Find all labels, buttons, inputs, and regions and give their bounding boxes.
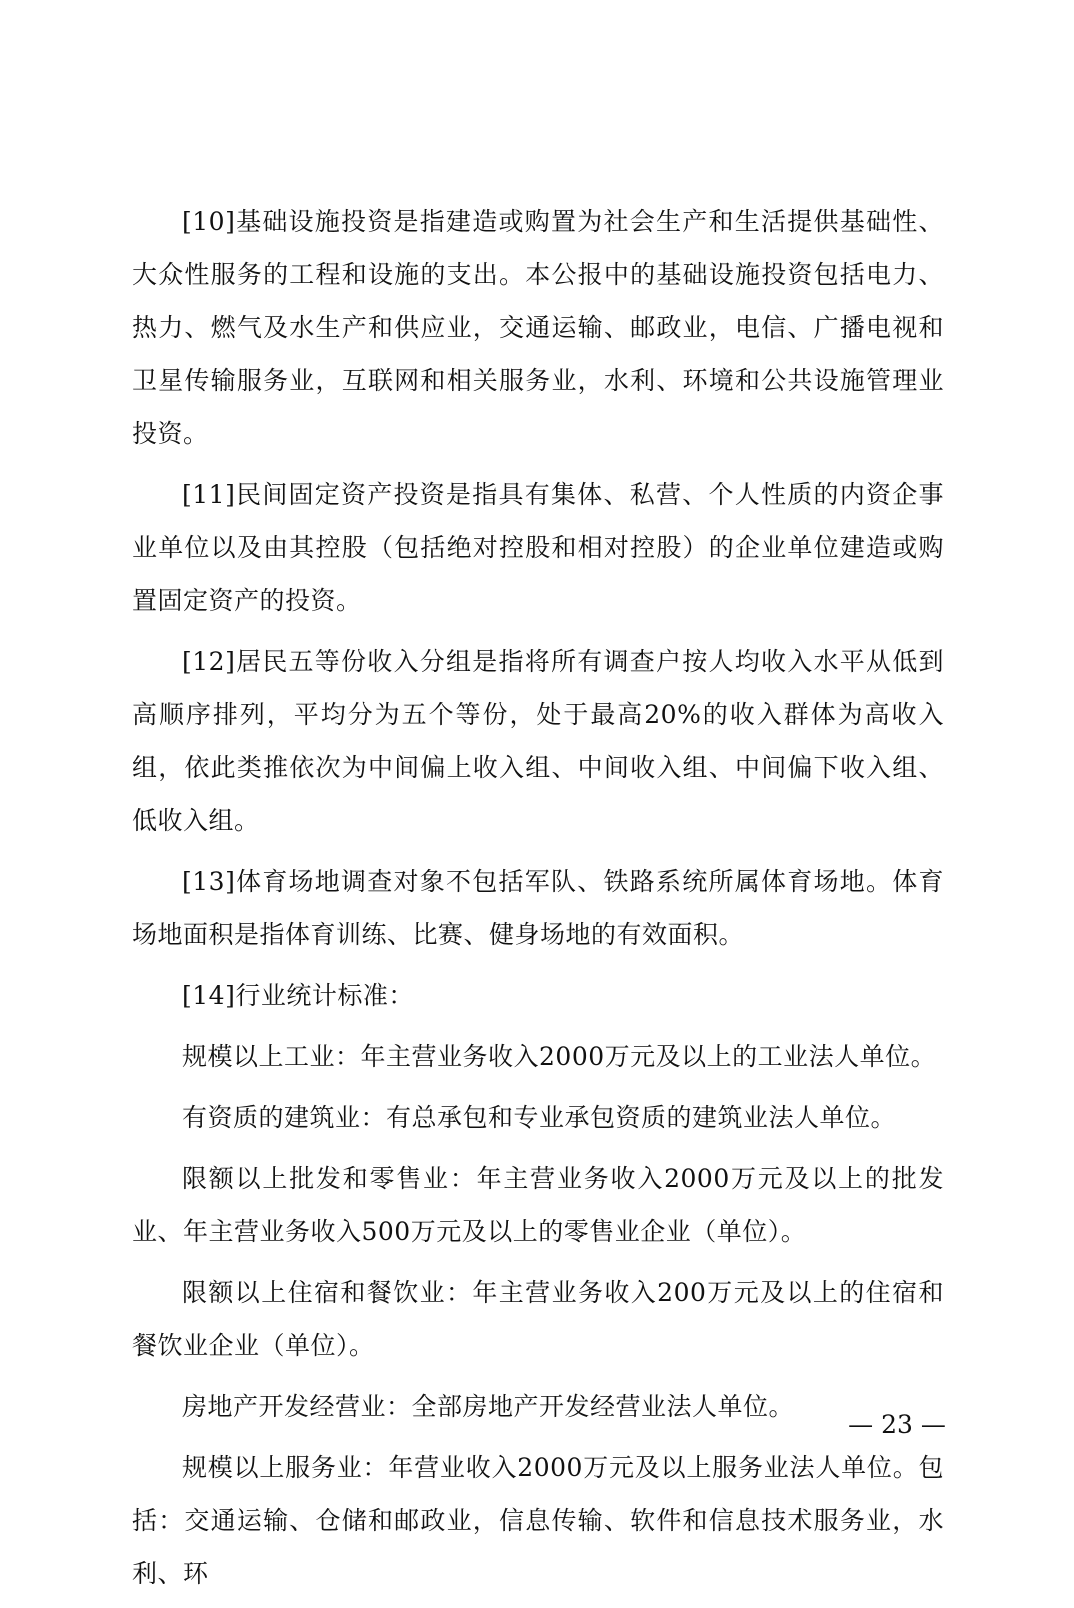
note-12-income-quintile-groups: [12]居民五等份收入分组是指将所有调查户按人均收入水平从低到高顺序排列，平均分为五个等份，处于最高20%的收入群体为高收入组，依此类推依次为中间偏上收入组、中间收入组、中间偏下收入组、低收入组。 — [132, 647, 944, 835]
standard-accommodation-catering-above-quota: 限额以上住宿和餐饮业：年主营业务收入200万元及以上的住宿和餐饮业企业（单位）。 — [132, 1278, 944, 1360]
document-body — [132, 195, 944, 1608]
standard-services-above-scale: 规模以上服务业：年营业收入2000万元及以上服务业法人单位。包括：交通运输、仓储和邮政业，信息传输、软件和信息技术服务业，水利、环 — [132, 1453, 944, 1588]
note-14-industry-statistical-standards: [14]行业统计标准： — [182, 981, 414, 1010]
standard-wholesale-retail-above-quota: 限额以上批发和零售业：年主营业务收入2000万元及以上的批发业、年主营业务收入500万元及以上的零售业企业（单位）。 — [132, 1164, 944, 1246]
note-10-infrastructure-investment: [10]基础设施投资是指建造或购置为社会生产和生活提供基础性、大众性服务的工程和设施的支出。本公报中的基础设施投资包括电力、热力、燃气及水生产和供应业，交通运输、邮政业，电信、广播电视和卫星传输服务业，互联网和相关服务业，水利、环境和公共设施管理业投资。 — [132, 207, 944, 448]
standard-real-estate-development: 房地产开发经营业：全部房地产开发经营业法人单位。 — [182, 1392, 795, 1421]
note-13-sports-venue-survey: [13]体育场地调查对象不包括军队、铁路系统所属体育场地。体育场地面积是指体育训练、比赛、健身场地的有效面积。 — [132, 867, 944, 949]
note-11-private-fixed-asset-investment: [11]民间固定资产投资是指具有集体、私营、个人性质的内资企事业单位以及由其控股（包括绝对控股和相对控股）的企业单位建造或购置固定资产的投资。 — [132, 480, 944, 615]
standard-industry-above-scale: 规模以上工业：年主营业务收入2000万元及以上的工业法人单位。 — [182, 1042, 937, 1071]
page-number: — 23 — — [848, 1410, 946, 1439]
standard-qualified-construction: 有资质的建筑业：有总承包和专业承包资质的建筑业法人单位。 — [182, 1103, 897, 1132]
